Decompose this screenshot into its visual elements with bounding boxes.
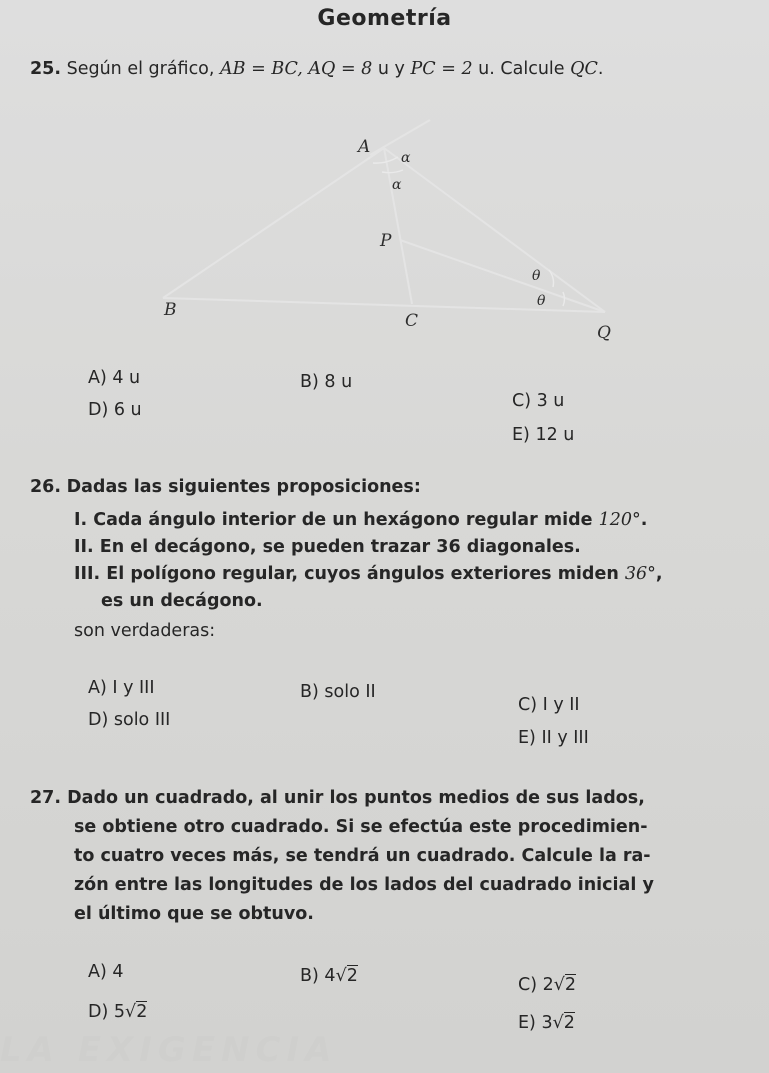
theta-label-1: θ <box>532 268 541 284</box>
question-25-statement: 25. Según el gráfico, AB = BC, AQ = 8 u y PC = 2 u. Calcule QC. <box>30 59 604 79</box>
q25-option-b[interactable]: B) 8 u <box>300 372 353 392</box>
segment-ab <box>163 148 384 298</box>
watermark-text: LA EXIGENCIA <box>0 1030 338 1070</box>
label-a: A <box>358 137 371 157</box>
question-27-line-4: zón entre las longitudes de los lados del cuadrado inicial y <box>74 875 654 895</box>
q27-option-d[interactable]: D) 5√2 <box>88 1002 148 1022</box>
question-27-line-3: to cuatro veces más, se tendrá un cuadrado. Calcule la ra- <box>74 846 651 866</box>
q26-option-c[interactable]: C) I y II <box>518 695 580 715</box>
alpha-label-1: α <box>401 150 411 166</box>
q26-option-d[interactable]: D) solo III <box>88 710 171 730</box>
sqrt-symbol: √ <box>125 1002 137 1022</box>
question-number: 25. <box>30 59 62 79</box>
ray-through-a <box>370 120 430 155</box>
proposition-iii: III. El polígono regular, cuyos ángulos exteriores miden 36°, <box>74 564 663 584</box>
sqrt-symbol: √ <box>335 966 347 986</box>
theta-arc-2 <box>563 292 565 306</box>
alpha-label-2: α <box>392 177 402 193</box>
question-27-line-2: se obtiene otro cuadrado. Si se efectúa este procedimien- <box>74 817 648 837</box>
proposition-ii: II. En el decágono, se pueden trazar 36 diagonales. <box>74 537 581 557</box>
label-c: C <box>405 311 419 331</box>
label-q: Q <box>597 323 611 343</box>
question-27-line-1: 27. Dado un cuadrado, al unir los puntos medios de sus lados, <box>30 788 645 808</box>
alpha-arc-2 <box>382 170 403 173</box>
q27-option-c[interactable]: C) 2√2 <box>518 975 577 995</box>
question-26-outro: son verdaderas: <box>74 621 216 641</box>
q26-option-b[interactable]: B) solo II <box>300 682 376 702</box>
q26-option-a[interactable]: A) I y III <box>88 678 155 698</box>
page-title: Geometría <box>317 6 452 31</box>
sqrt-symbol: √ <box>553 975 565 995</box>
q25-option-e[interactable]: E) 12 u <box>512 425 575 445</box>
q27-option-b[interactable]: B) 4√2 <box>300 966 358 986</box>
q27-option-e[interactable]: E) 3√2 <box>518 1013 575 1033</box>
q26-option-e[interactable]: E) II y III <box>518 728 589 748</box>
theta-label-2: θ <box>537 293 546 309</box>
label-p: P <box>380 231 392 251</box>
segment-pq <box>400 240 605 312</box>
sqrt-symbol: √ <box>552 1013 564 1033</box>
question-number: 26. <box>30 477 62 497</box>
q27-option-a[interactable]: A) 4 <box>88 962 124 982</box>
q25-option-d[interactable]: D) 6 u <box>88 400 142 420</box>
triangle-figure <box>150 110 630 350</box>
proposition-iii-continued: es un decágono. <box>101 591 263 611</box>
proposition-i: I. Cada ángulo interior de un hexágono regular mide 120°. <box>74 510 648 530</box>
question-number: 27. <box>30 788 62 808</box>
question-26-intro: 26. Dadas las siguientes proposiciones: <box>30 477 421 497</box>
question-27-line-5: el último que se obtuvo. <box>74 904 314 924</box>
q25-option-a[interactable]: A) 4 u <box>88 368 141 388</box>
q25-option-c[interactable]: C) 3 u <box>512 391 565 411</box>
segment-aq <box>384 148 605 312</box>
label-b: B <box>164 300 177 320</box>
